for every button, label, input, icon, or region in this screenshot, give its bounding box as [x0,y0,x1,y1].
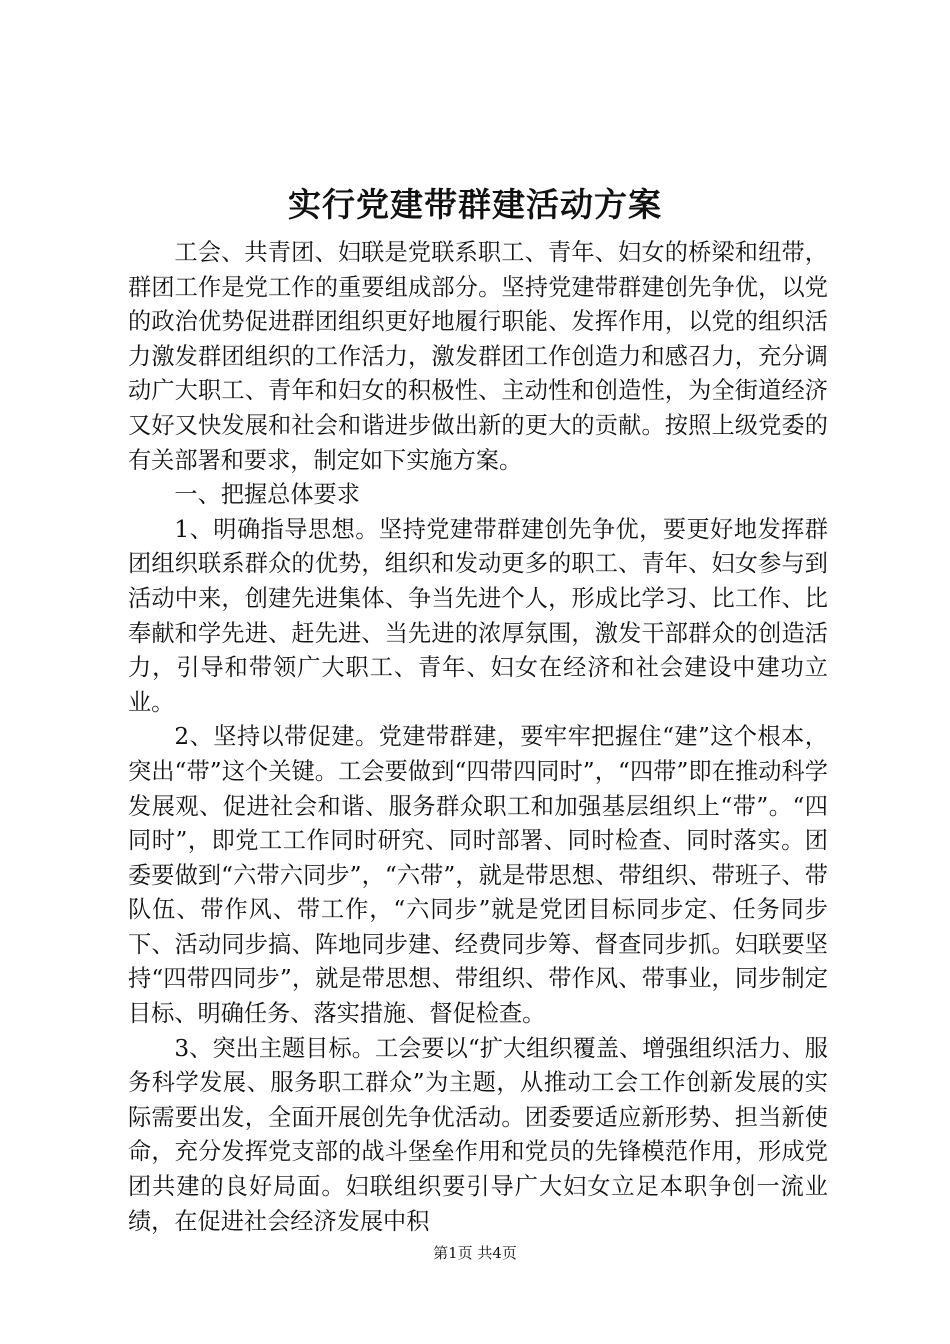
paragraph-item-1: 1、明确指导思想。坚持党建带群建创先争优，要更好地发挥群团组织联系群众的优势，组织和发动更多的职工、青年、妇女参与到活动中来，创建先进集体、争当先进个人，形成比学习、比工作、比奉献和学先进、赶先进、当先进的浓厚氛围，激发干部群众的创造活力，引导和带领广大职工、青年、妇女在经济和社会建设中建功立业。 [128,515,828,716]
page-footer: 第1页 共4页 [433,1244,517,1262]
paragraph-item-2: 2、坚持以带促建。党建带群建，要牢牢把握住“建”这个根本，突出“带”这个关键。工会要做到“四带四同时”，“四带”即在推动科学发展观、促进社会和谐、服务群众职工和加强基层组织上“带”。“四同时”，即党工工作同时研究、同时部署、同时检查、同时落实。团委要做到“六带六同步”，“六带”，就是带思想、带组织、带班子、带队伍、带作风、带工作，“六同步”就是党团目标同步定、任务同步下、活动同步搞、阵地同步建、经费同步筹、督查同步抓。妇联要坚持“四带四同步”，就是带思想、带组织、带作风、带事业，同步制定目标、明确任务、落实措施、督促检查。 [128,723,828,1028]
document-body [128,236,828,1239]
section-heading: 一、把握总体要求 [174,481,360,509]
paragraph-item-3: 3、突出主题目标。工会要以“扩大组织覆盖、增强组织活力、服务科学发展、服务职工群众”为主题，从推动工会工作创新发展的实际需要出发，全面开展创先争优活动。团委要适应新形势、担当新使命，充分发挥党支部的战斗堡垒作用和党员的先锋模范作用，形成党团共建的良好局面。妇联组织要引导广大妇女立足本职争创一流业绩，在促进社会经济发展中积 [128,1034,828,1235]
paragraph-intro: 工会、共青团、妇联是党联系职工、青年、妇女的桥梁和纽带，群团工作是党工作的重要组成部分。坚持党建带群建创先争优，以党的政治优势促进群团组织更好地履行职能、发挥作用，以党的组织活力激发群团组织的工作活力，激发群团工作创造力和感召力，充分调动广大职工、青年和妇女的积极性、主动性和创造性，为全街道经济又好又快发展和社会和谐进步做出新的更大的贡献。按照上级党委的有关部署和要求，制定如下实施方案。 [128,239,828,474]
document-title: 实行党建带群建活动方案 [288,185,662,224]
